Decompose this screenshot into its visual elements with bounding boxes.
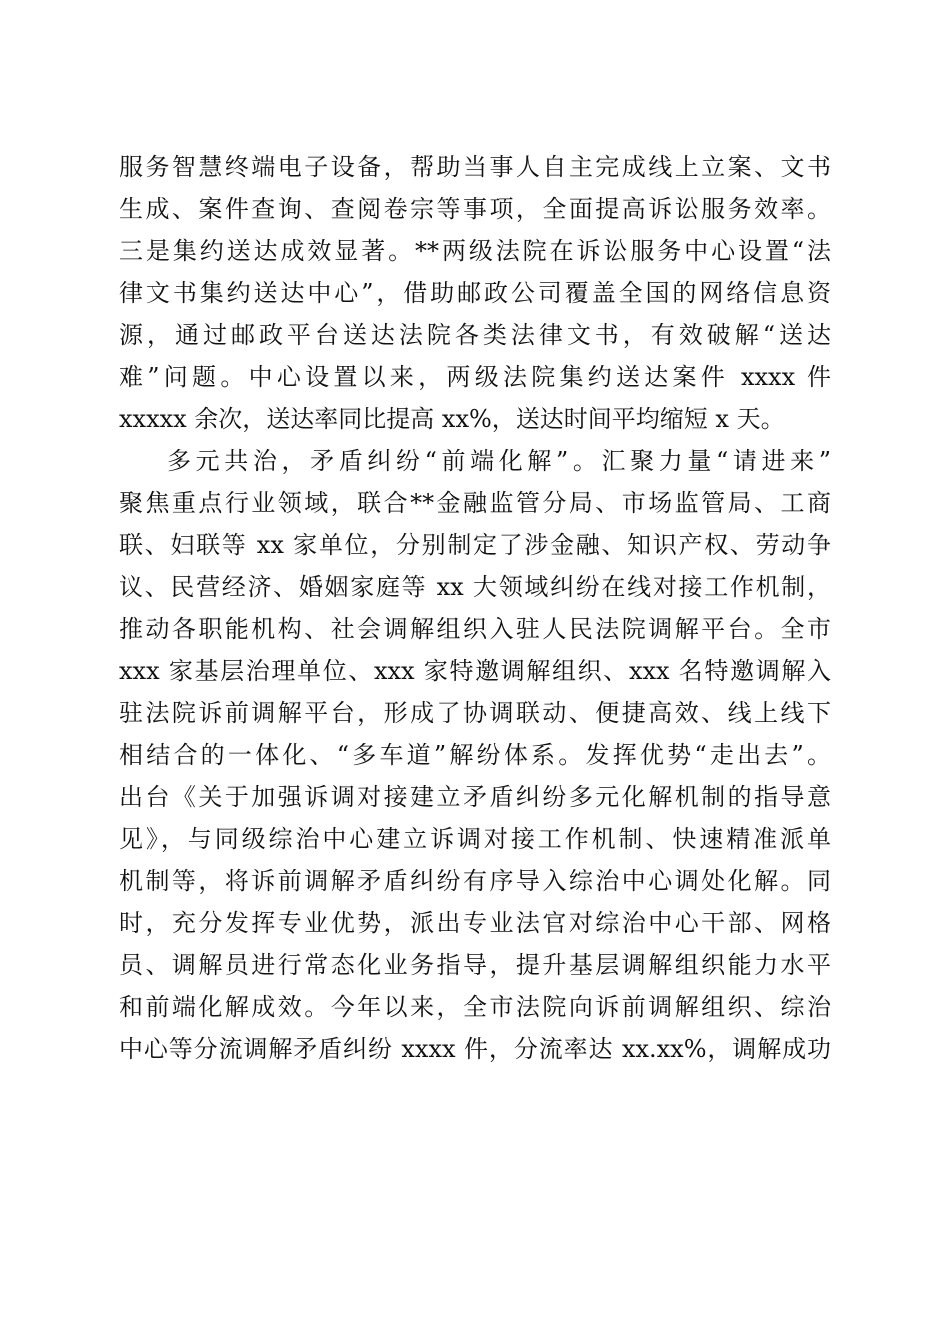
paragraph-line: 聚焦重点行业领域，联合**金融监管分局、市场监管局、工商 bbox=[119, 489, 831, 517]
paragraph-line: xxxxx 余次，送达率同比提高 xx%，送达时间平均缩短 x 天。 bbox=[119, 405, 785, 433]
paragraph-line: 难”问题。中心设置以来，两级法院集约送达案件 xxxx 件 bbox=[119, 363, 831, 391]
paragraph-line: 见》，与同级综治中心建立诉调对接工作机制、快速精准派单 bbox=[119, 825, 831, 853]
paragraph-line: 服务智慧终端电子设备，帮助当事人自主完成线上立案、文书 bbox=[119, 153, 831, 181]
paragraph-line: 中心等分流调解矛盾纠纷 xxxx 件，分流率达 xx.xx%，调解成功 bbox=[119, 1035, 831, 1063]
document-body bbox=[119, 146, 831, 1070]
paragraph-line: 和前端化解成效。今年以来，全市法院向诉前调解组织、综治 bbox=[119, 993, 831, 1021]
paragraph-line: 时，充分发挥专业优势，派出专业法官对综治中心干部、网格 bbox=[119, 909, 831, 937]
paragraph-2 bbox=[119, 440, 831, 1070]
paragraph-line: 源，通过邮政平台送达法院各类法律文书，有效破解“送达 bbox=[119, 321, 831, 349]
paragraph-line: xxx 家基层治理单位、xxx 家特邀调解组织、xxx 名特邀调解入 bbox=[119, 657, 831, 685]
paragraph-line: 联、妇联等 xx 家单位，分别制定了涉金融、知识产权、劳动争 bbox=[119, 531, 831, 559]
paragraph-line: 推动各职能机构、社会调解组织入驻人民法院调解平台。全市 bbox=[119, 615, 831, 643]
paragraph-line: 多元共治，矛盾纠纷“前端化解”。汇聚力量“请进来” bbox=[167, 447, 831, 475]
paragraph-line: 三是集约送达成效显著。**两级法院在诉讼服务中心设置“法 bbox=[119, 237, 831, 265]
paragraph-line: 相结合的一体化、“多车道”解纷体系。发挥优势“走出去”。 bbox=[119, 741, 831, 769]
paragraph-line: 生成、案件查询、查阅卷宗等事项，全面提高诉讼服务效率。 bbox=[119, 195, 831, 223]
paragraph-line: 驻法院诉前调解平台，形成了协调联动、便捷高效、线上线下 bbox=[119, 699, 831, 727]
paragraph-line: 员、调解员进行常态化业务指导，提升基层调解组织能力水平 bbox=[119, 951, 831, 979]
paragraph-line: 机制等，将诉前调解矛盾纠纷有序导入综治中心调处化解。同 bbox=[119, 867, 831, 895]
paragraph-line: 出台《关于加强诉调对接建立矛盾纠纷多元化解机制的指导意 bbox=[119, 783, 831, 811]
paragraph-line: 律文书集约送达中心”，借助邮政公司覆盖全国的网络信息资 bbox=[119, 279, 831, 307]
paragraph-line: 议、民营经济、婚姻家庭等 xx 大领域纠纷在线对接工作机制， bbox=[119, 573, 831, 601]
paragraph-1 bbox=[119, 146, 831, 440]
